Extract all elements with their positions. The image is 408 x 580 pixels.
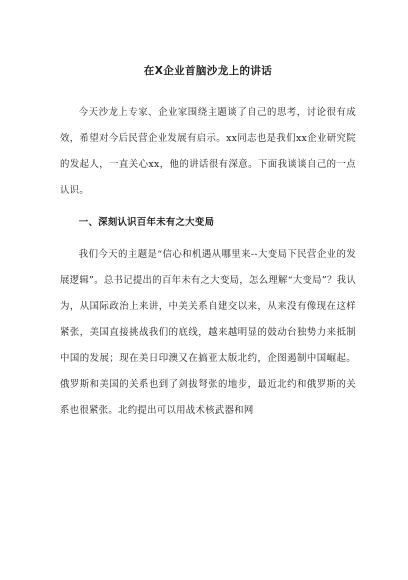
document-title: 在X企业首脑沙龙上的讲话 (143, 65, 273, 77)
intro-paragraph: 今天沙龙上专家、企业家围绕主题谈了自己的思考，讨论很有成效，希望对今后民营企业发展有启示。xx同志也是我们xx企业研究院的发起人，一直关心xx，他的讲话很有深意。下面我谈谈自己的一点认识。 (60, 107, 356, 196)
body-paragraph: 我们今天的主题是“信心和机遇从哪里来--大变局下民营企业的发展逻辑”。总书记提出的百年未有之大变局，怎么理解“大变局”？我认为，从国际政治上来讲，中美关系自建交以来，从来没有像现在这样紧张，美国直接挑战我们的底线，越来越明显的鼓动台独势力来抵制中国的发展；现在美日印澳又在搞亚太版北约，企图遏制中国崛起。俄罗斯和美国的关系也到了剑拔弩张的地步，最近北约和俄罗斯的关系也很紧张。北约提出可以用战术核武器和网 (60, 249, 356, 416)
section-heading: 一、深刻认识百年未有之大变局 (78, 217, 215, 228)
